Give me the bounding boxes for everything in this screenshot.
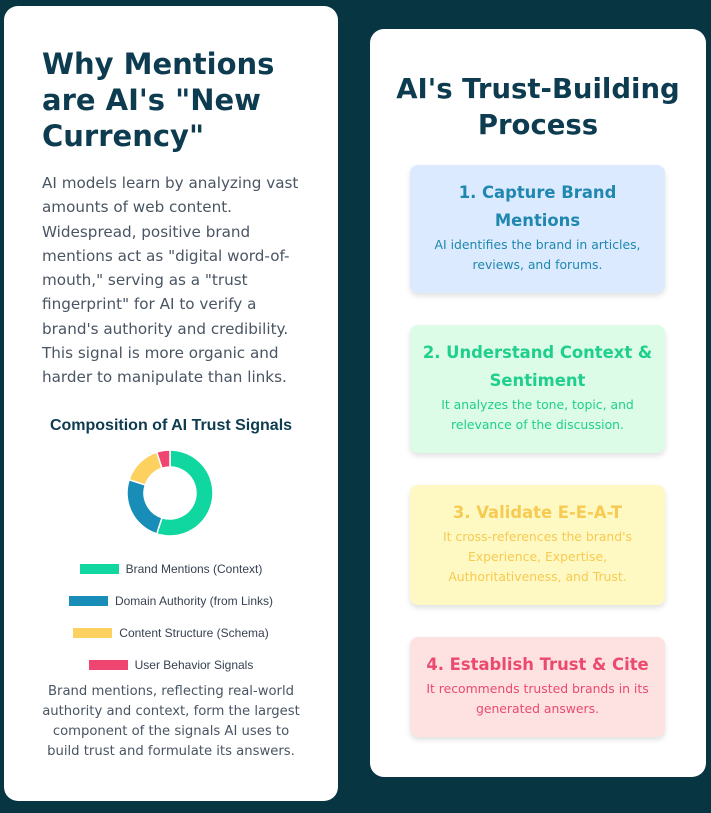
slice-content-structure[interactable]: [129, 452, 162, 485]
step-description: It recommends trusted brands in its generated answers.: [426, 681, 649, 716]
step-title: 4. Establish Trust & Cite: [426, 655, 649, 674]
legend-item-content-structure[interactable]: [4, 626, 338, 640]
step-title: 1. Capture Brand Mentions: [458, 183, 617, 230]
legend-item-domain-authority[interactable]: [4, 594, 338, 608]
legend-label: Content Structure (Schema): [119, 626, 269, 640]
legend-swatch: [80, 564, 119, 574]
trust-signals-donut-chart: [126, 449, 214, 537]
legend-item-brand-mentions[interactable]: [4, 562, 338, 576]
legend-swatch: [89, 660, 128, 670]
step-description: It analyzes the tone, topic, and relevance of the discussion.: [441, 397, 634, 432]
process-title: AI's Trust-Building Process: [396, 73, 680, 141]
legend-swatch: [73, 628, 112, 638]
legend-label: Brand Mentions (Context): [125, 562, 263, 576]
process-step-capture: [410, 165, 665, 293]
process-step-establish: [410, 637, 665, 737]
legend-label: Domain Authority (from Links): [114, 594, 274, 608]
step-title: 3. Validate E-E-A-T: [452, 503, 623, 522]
legend-swatch: [69, 596, 108, 606]
chart-title: Composition of AI Trust Signals: [49, 417, 293, 434]
mentions-card: [4, 6, 338, 801]
step-description: AI identifies the brand in articles, reviews, and forums.: [434, 237, 641, 272]
legend-item-user-behavior[interactable]: [4, 658, 338, 672]
legend-label: User Behavior Signals: [134, 658, 254, 672]
mentions-title: Why Mentions are AI's "New Currency": [42, 47, 275, 153]
mentions-description: AI models learn by analyzing vast amounts of web content. Widespread, positive brand mentions act as "digital word-of-mouth," serving as a "trust fingerprint" for AI to verify a brand's authority and credibility. This signal is more organic and harder to manipulate than links.: [42, 174, 299, 387]
slice-domain-authority[interactable]: [127, 480, 162, 534]
step-title: 2. Understand Context & Sentiment: [422, 343, 653, 390]
process-card: [370, 29, 706, 777]
process-step-validate: [410, 485, 665, 605]
chart-summary: Brand mentions, reflecting real-world authority and context, form the largest component of the signals AI uses to build trust and formulate its answers.: [42, 684, 300, 759]
step-description: It cross-references the brand's Experience, Expertise, Authoritativeness, and Trust.: [442, 529, 632, 584]
process-step-understand: [410, 325, 665, 453]
